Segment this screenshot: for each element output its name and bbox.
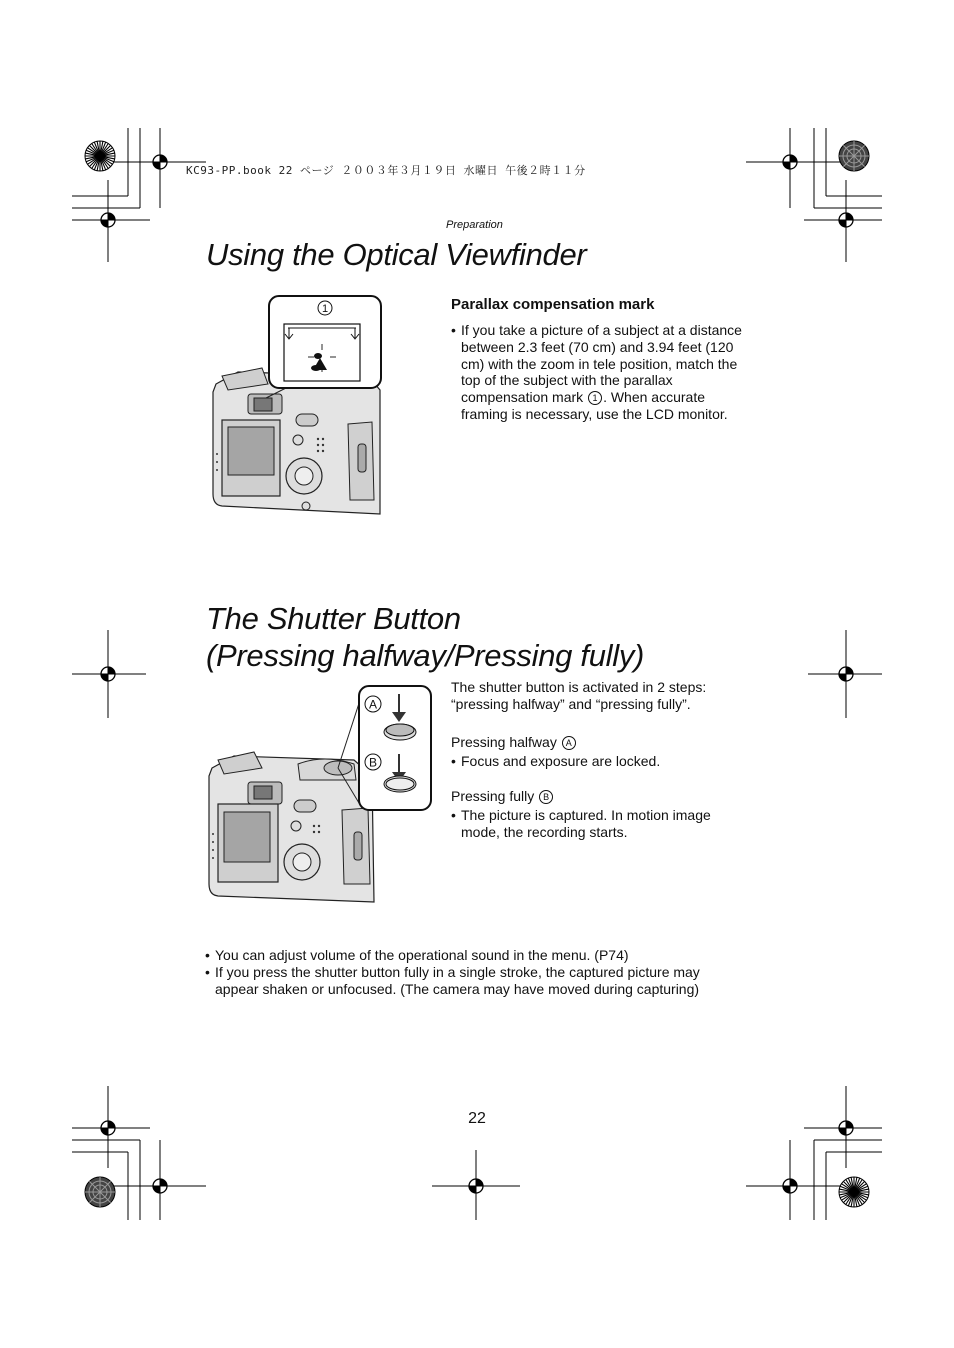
callout-label-b: B (368, 755, 378, 770)
mark-1-symbol: 1 (588, 391, 602, 405)
shutter-title-line2: (Pressing halfway/Pressing fully) (206, 638, 645, 673)
callout-label-a: A (368, 697, 378, 712)
halfway-heading: Pressing halfway A (451, 734, 751, 751)
note-item: • If you press the shutter button fully in a single stroke, the captured picture may appear shaken or unfocused. (The camera may have moved during capturing) (205, 964, 745, 998)
fully-bullet: • The picture is captured. In motion image mode, the recording starts. (451, 807, 751, 841)
callout-label-1: 1 (321, 303, 329, 315)
camera-viewfinder-illustration (208, 294, 386, 526)
page-number: 22 (468, 1110, 486, 1127)
parallax-bullet: • If you take a picture of a subject at a distance between 2.3 feet (70 cm) and 3.94 feet (120 cm) with the zoom in tele position, match the top of the subject with the parallax compensation mark 1 . When accurate framing is necessary, use the LCD monitor. (451, 322, 751, 423)
shutter-title-line1: The Shutter Button (206, 601, 461, 636)
note-item: • You can adjust volume of the operational sound in the menu. (P74) (205, 947, 745, 964)
camera-shutter-illustration (204, 684, 436, 912)
viewfinder-title: Using the Optical Viewfinder (206, 237, 587, 272)
halfway-bullet: • Focus and exposure are locked. (451, 753, 751, 770)
mark-b-symbol: B (539, 790, 553, 804)
section-label: Preparation (446, 219, 503, 231)
fully-heading: Pressing fully B (451, 788, 751, 805)
parallax-subheading: Parallax compensation mark (451, 296, 655, 313)
mark-a-symbol: A (562, 736, 576, 750)
shutter-intro: The shutter button is activated in 2 steps: “pressing halfway” and “pressing fully”. (451, 679, 707, 712)
print-header: KC93-PP.book 22 ページ ２００３年３月１９日 水曜日 午後２時１１分 (186, 164, 586, 177)
